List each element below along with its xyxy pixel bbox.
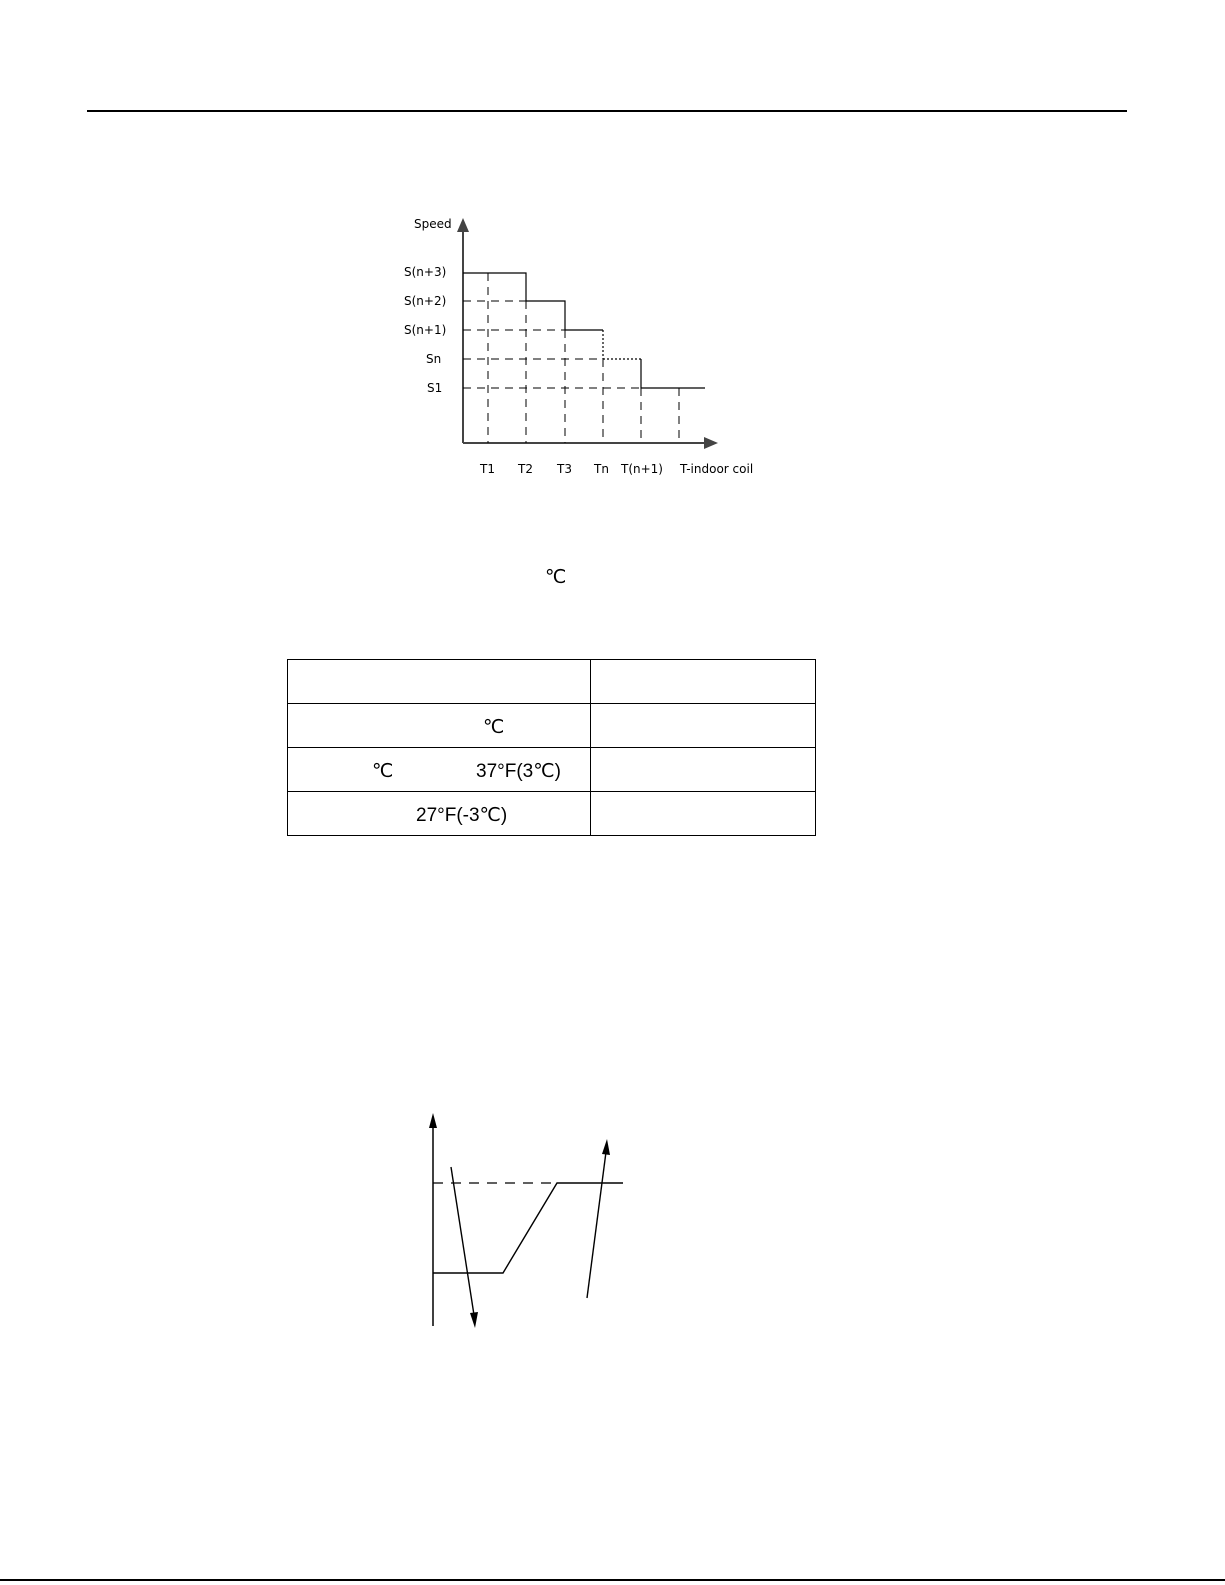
y-axis-arrow-icon: [457, 218, 469, 232]
table-cell: [591, 660, 816, 704]
table-cell: [591, 792, 816, 836]
up-arrow-line: [587, 1152, 606, 1298]
table-row: [288, 660, 816, 704]
table-cell: [288, 792, 591, 836]
x-label-t2: T2: [518, 462, 533, 476]
cell-text: ℃: [483, 717, 505, 738]
unit-symbol: ℃: [545, 567, 567, 588]
table-row: [288, 704, 816, 748]
y-label-s-n2: S(n+2): [404, 294, 447, 308]
table-cell: [591, 704, 816, 748]
y-axis-label: Speed: [414, 217, 452, 231]
footer-rule: [0, 1579, 1225, 1581]
cell-text: 37°F(3℃): [476, 761, 561, 782]
table-cell: [591, 748, 816, 792]
y-label-s-n3: S(n+3): [404, 265, 447, 279]
speed-step-line-tail: [641, 359, 705, 388]
x-label-t1: T1: [480, 462, 495, 476]
table-cell: [288, 660, 591, 704]
x-label-tn: Tn: [594, 462, 609, 476]
x-axis-arrow-icon: [704, 437, 718, 449]
y-label-sn: Sn: [426, 352, 442, 366]
x-label-t-indoor-coil: T-indoor coil: [680, 462, 754, 476]
down-arrow-icon: [470, 1312, 478, 1328]
table-row: [288, 792, 816, 836]
temperature-table: [287, 659, 816, 836]
up-arrow-icon: [602, 1139, 610, 1155]
table-row: [288, 748, 816, 792]
speed-curve: [433, 1183, 623, 1273]
x-label-tn1: T(n+1): [621, 462, 663, 476]
down-arrow-line: [451, 1167, 474, 1315]
y-label-s1: S1: [427, 381, 443, 395]
y-label-s-n1: S(n+1): [404, 323, 447, 337]
table-cell: [288, 748, 591, 792]
x-label-t3: T3: [557, 462, 572, 476]
vertical-axis-arrow-icon: [429, 1113, 437, 1128]
table-cell: [288, 704, 591, 748]
speed-step-diagram: [0, 0, 1225, 520]
cell-text: ℃: [372, 761, 394, 782]
cell-text: 27°F(-3℃): [416, 805, 508, 826]
defrost-curve-diagram: [0, 1100, 1225, 1340]
